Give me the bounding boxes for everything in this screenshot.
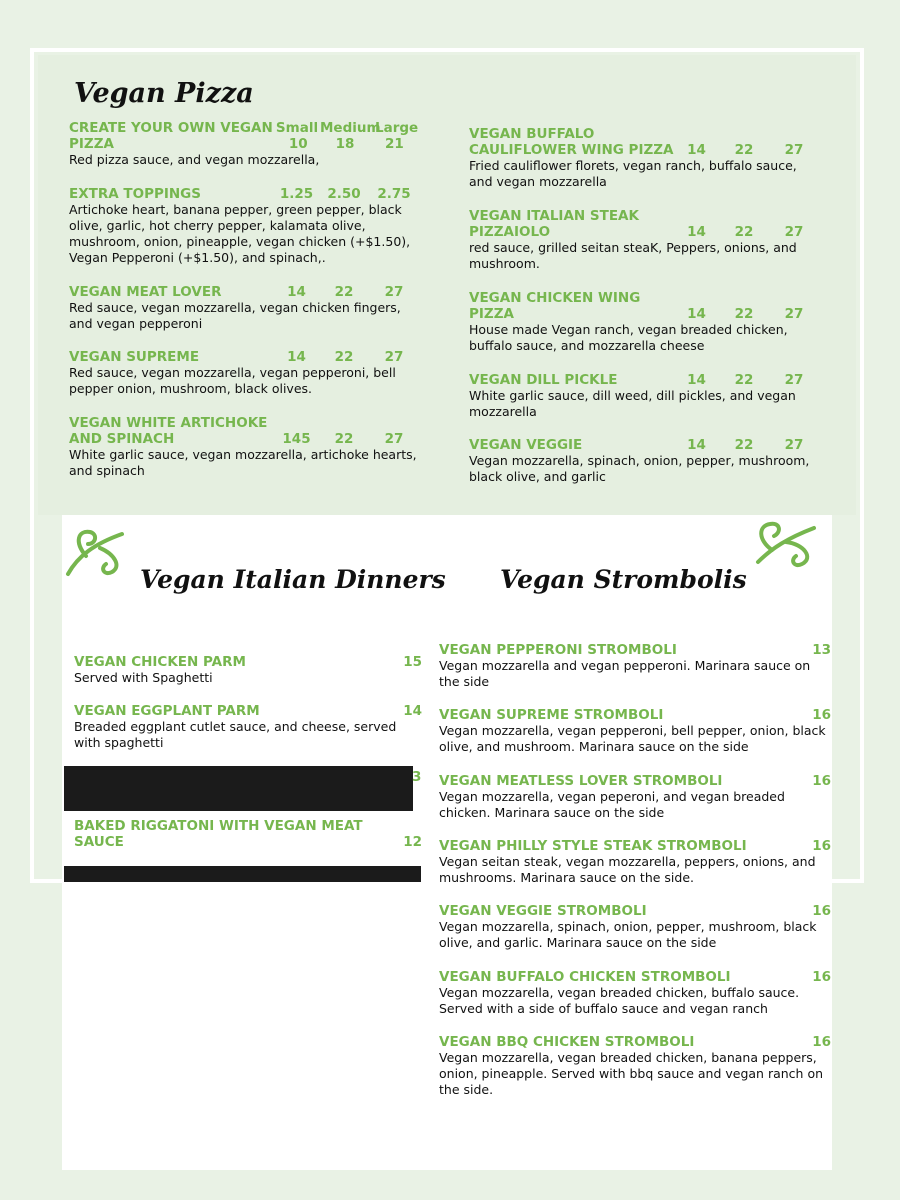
- item-name: VEGAN PEPPERONI STROMBOLI: [439, 642, 677, 658]
- price-medium: 22: [734, 224, 754, 240]
- dinners-section-title: Vegan Italian Dinners: [140, 565, 446, 594]
- price-large: 21: [384, 136, 404, 152]
- menu-item-eggplant-parm: [74, 703, 422, 751]
- item-name: VEGAN BUFFALO: [469, 126, 595, 142]
- item-name: VEGAN ITALIAN STEAK: [469, 208, 639, 224]
- item-price: 12: [403, 834, 422, 850]
- menu-item-philly-steak-stromboli: [439, 838, 831, 886]
- menu-item-white-artichoke: [69, 415, 419, 479]
- item-name: VEGAN VEGGIE: [469, 437, 583, 453]
- price-small: 10: [288, 136, 308, 152]
- menu-item-meat-lover: [69, 284, 419, 332]
- menu-item-pepperoni-stromboli: [439, 642, 831, 690]
- menu-item-chicken-wing: [469, 290, 819, 354]
- menu-item-buffalo-chicken-stromboli: [439, 969, 831, 1017]
- item-price: 16: [812, 1034, 831, 1050]
- item-name: VEGAN SUPREME: [69, 349, 200, 365]
- item-description: Fried cauliflower florets, vegan ranch, buffalo sauce, and vegan mozzarella: [469, 158, 797, 189]
- item-description: Served with Spaghetti: [74, 670, 213, 685]
- price-large: 2.75: [377, 186, 411, 202]
- price-large: 27: [384, 431, 404, 447]
- item-name: VEGAN CHICKEN PARM: [74, 654, 246, 670]
- item-name: CREATE YOUR OWN VEGAN: [69, 120, 273, 136]
- price-large: 27: [784, 306, 804, 322]
- item-description: Vegan seitan steak, vegan mozzarella, peppers, onions, and mushrooms. Marinara sauce on the side.: [439, 854, 816, 885]
- item-description: House made Vegan ranch, vegan breaded chicken, buffalo sauce, and mozzarella cheese: [469, 322, 788, 353]
- size-medium-label: Medium: [320, 120, 381, 136]
- item-name: VEGAN EGGPLANT PARM: [74, 703, 260, 719]
- item-description: red sauce, grilled seitan steaK, Peppers, onions, and mushroom.: [469, 240, 797, 271]
- pizza-section-title: Vegan Pizza: [74, 78, 254, 109]
- price-large: 27: [384, 284, 404, 300]
- item-name-line2: CAULIFLOWER WING PIZZA: [469, 142, 674, 158]
- price-medium: 22: [734, 437, 754, 453]
- item-price: 16: [812, 903, 831, 919]
- item-name: VEGAN MEATLESS LOVER STROMBOLI: [439, 773, 723, 789]
- redaction-bar: [64, 866, 421, 882]
- size-small-label: Small: [275, 120, 319, 136]
- item-name-line2: AND SPINACH: [69, 431, 175, 447]
- price-small: 145: [282, 431, 311, 447]
- item-name: VEGAN BBQ CHICKEN STROMBOLI: [439, 1034, 695, 1050]
- menu-item-dill-pickle: [469, 372, 819, 420]
- size-large-label: Large: [375, 120, 419, 136]
- item-name: VEGAN CHICKEN WING: [469, 290, 641, 306]
- price-large: 27: [784, 224, 804, 240]
- item-name: VEGAN MEAT LOVER: [69, 284, 222, 300]
- menu-item-baked-riggatoni: [74, 818, 422, 850]
- item-description: Vegan mozzarella and vegan pepperoni. Marinara sauce on the side: [439, 658, 811, 689]
- price-small: 14: [687, 142, 706, 158]
- item-price: 15: [403, 654, 422, 670]
- price-small: 14: [687, 224, 706, 240]
- menu-item-bbq-chicken-stromboli: [439, 1034, 831, 1098]
- menu-item-supreme: [69, 349, 419, 397]
- menu-item-chicken-parm: [74, 654, 422, 686]
- item-description: Red sauce, vegan mozzarella, vegan chicken fingers, and vegan pepperoni: [69, 300, 401, 331]
- item-name: VEGAN BUFFALO CHICKEN STROMBOLI: [439, 969, 731, 985]
- item-name: VEGAN DILL PICKLE: [469, 372, 618, 388]
- menu-item-veggie-stromboli: [439, 903, 831, 951]
- item-name-line2: PIZZAIOLO: [469, 224, 551, 240]
- price-medium: 22: [734, 306, 754, 322]
- price-small: 14: [687, 437, 706, 453]
- item-description: Vegan mozzarella, spinach, onion, pepper, mushroom, black olive, and garlic: [469, 453, 810, 484]
- price-medium: 22: [734, 142, 754, 158]
- price-large: 27: [784, 372, 804, 388]
- item-name: VEGAN VEGGIE STROMBOLI: [439, 903, 647, 919]
- item-description: White garlic sauce, vegan mozzarella, artichoke hearts, and spinach: [69, 447, 417, 478]
- item-name: EXTRA TOPPINGS: [69, 186, 201, 202]
- item-name-line2: PIZZA: [69, 136, 114, 152]
- item-description: Vegan mozzarella, vegan breaded chicken, banana peppers, onion, pineapple. Served with bbq sauce and vegan ranch on the side.: [439, 1050, 824, 1097]
- item-name-line2: PIZZA: [469, 306, 514, 322]
- price-large: 27: [384, 349, 404, 365]
- menu-item-italian-steak: [469, 208, 819, 272]
- price-small: 14: [287, 349, 306, 365]
- item-name: VEGAN PHILLY STYLE STEAK STROMBOLI: [439, 838, 747, 854]
- item-name: VEGAN WHITE ARTICHOKE: [69, 415, 268, 431]
- item-description: Vegan mozzarella, vegan peperoni, and vegan breaded chicken. Marinara sauce on the side: [439, 789, 785, 820]
- item-description: Breaded eggplant cutlet sauce, and cheese, served with spaghetti: [74, 719, 397, 750]
- item-description: Vegan mozzarella, vegan breaded chicken, buffalo sauce. Served with a side of buffalo sauce and vegan ranch: [439, 985, 800, 1016]
- menu-item-meatless-lover-stromboli: [439, 773, 831, 821]
- item-price: 16: [812, 707, 831, 723]
- price-medium: 22: [334, 349, 354, 365]
- price-medium: 22: [734, 372, 754, 388]
- price-large: 27: [784, 142, 804, 158]
- price-small: 14: [287, 284, 306, 300]
- partial-price: 3: [412, 769, 422, 785]
- strombolis-section-title: Vegan Strombolis: [500, 565, 747, 594]
- item-price: 16: [812, 773, 831, 789]
- price-medium: 2.50: [327, 186, 361, 202]
- item-price: 16: [812, 838, 831, 854]
- item-description: White garlic sauce, dill weed, dill pickles, and vegan mozzarella: [469, 388, 796, 419]
- item-name: VEGAN SUPREME STROMBOLI: [439, 707, 664, 723]
- menu-item-extra-toppings: [69, 186, 419, 266]
- item-description: Artichoke heart, banana pepper, green pepper, black olive, garlic, hot cherry pepper, kalamata olive, mushroom, onion, pineapple, vegan chicken (+$1.50), Vegan Pepperoni (+$1.50), and spinach,.: [69, 202, 411, 265]
- price-medium: 22: [334, 284, 354, 300]
- menu-item-create-your-own: [69, 120, 419, 168]
- price-medium: 18: [335, 136, 355, 152]
- menu-item-supreme-stromboli: [439, 707, 831, 755]
- price-small: 1.25: [279, 186, 314, 202]
- menu-item-veggie-pizza: [469, 437, 819, 485]
- swirl-ornament-icon: [64, 526, 130, 578]
- redaction-bar: [64, 766, 413, 811]
- item-description: Vegan mozzarella, spinach, onion, pepper, mushroom, black olive, and garlic. Marinara sauce on the side: [439, 919, 817, 950]
- swirl-ornament-icon: [752, 518, 818, 570]
- item-price: 13: [812, 642, 831, 658]
- price-small: 14: [687, 372, 706, 388]
- price-medium: 22: [334, 431, 354, 447]
- item-price: 16: [812, 969, 831, 985]
- item-price: 14: [403, 703, 422, 719]
- menu-item-buffalo-cauliflower: [469, 126, 819, 190]
- item-description: Red sauce, vegan mozzarella, vegan pepperoni, bell pepper onion, mushroom, black olives.: [69, 365, 396, 396]
- item-description: Vegan mozzarella, vegan pepperoni, bell pepper, onion, black olive, and mushroom. Marinara sauce on the side: [439, 723, 826, 754]
- price-small: 14: [687, 306, 706, 322]
- item-description: Red pizza sauce, and vegan mozzarella,: [69, 152, 320, 167]
- item-name: BAKED RIGGATONI WITH VEGAN MEAT SAUCE: [74, 818, 363, 850]
- price-large: 27: [784, 437, 804, 453]
